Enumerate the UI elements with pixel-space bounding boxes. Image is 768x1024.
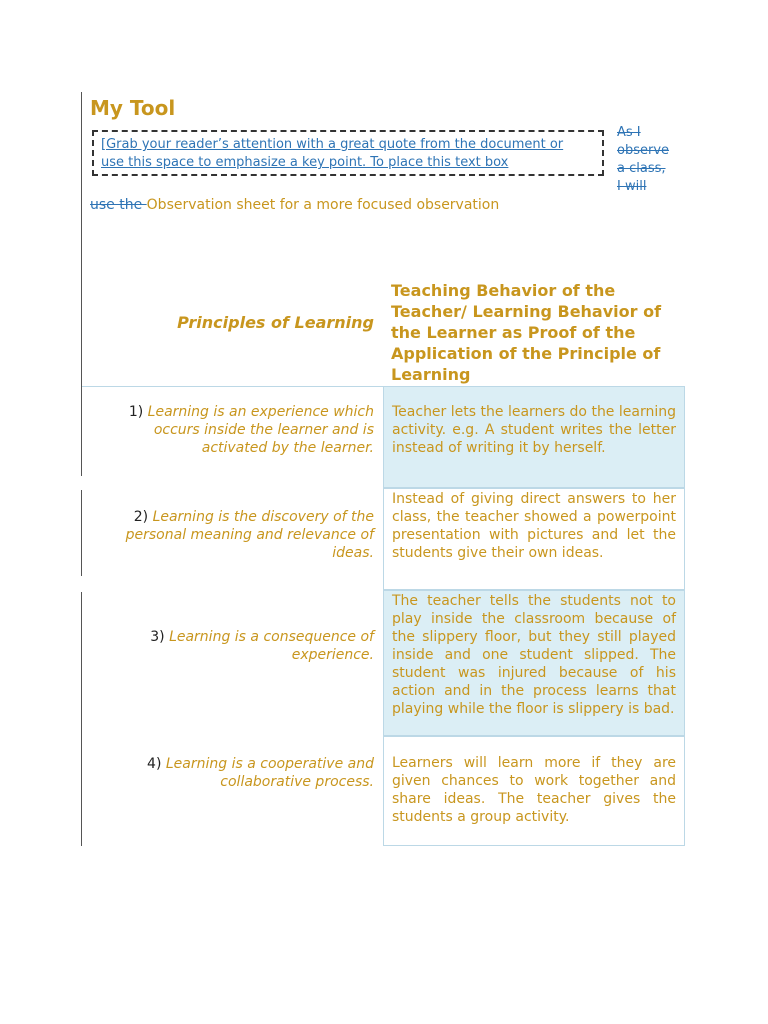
left-margin-rule: [81, 92, 82, 476]
behavior-cell-3: The teacher tells the students not to play inside the classroom because of the slippery floor, but they still played inside and one student slipped. The student was injured because of his action and in the process learns that playing while the floor is slippery is bad.: [383, 590, 685, 736]
principle-number: 1): [128, 404, 144, 420]
principle-text: Learning is a consequence of experience.: [169, 629, 374, 663]
principle-1: [100, 403, 374, 457]
principle-2: [100, 508, 374, 562]
header-behavior: Teaching Behavior of the Teacher/ Learning Behavior of the Learner as Proof of the Application of the Principle of Learning: [391, 281, 662, 384]
behavior-cell-1: Teacher lets the learners do the learning activity. e.g. A student writes the letter instead of writing it by herself.: [383, 386, 685, 488]
side-note-line: I will: [617, 179, 647, 194]
observation-sheet-line: [90, 196, 499, 214]
page-title: My Tool: [90, 96, 176, 120]
behavior-cell-4: Learners will learn more if they are given chances to work together and share ideas. The teacher gives the students a group activity.: [383, 736, 685, 846]
principle-number: 3): [150, 629, 165, 645]
behavior-cell-2: Instead of giving direct answers to her class, the teacher showed a powerpoint presentation with pictures and let the students give their own ideas.: [383, 488, 685, 590]
pull-quote-line: [Grab your reader’s attention with a great quote from the document or: [101, 137, 564, 152]
principle-number: 2): [133, 509, 149, 525]
side-note-line: observe: [617, 143, 670, 158]
pull-quote-text[interactable]: [101, 136, 601, 172]
observation-text: Observation sheet for a more focused observation: [146, 197, 500, 213]
principle-number: 4): [147, 756, 162, 772]
principle-4: [100, 755, 374, 791]
header-principles: Principles of Learning: [177, 313, 374, 332]
left-margin-rule: [81, 592, 82, 846]
principle-3: [100, 628, 374, 664]
principle-text: Learning is the discovery of the personal meaning and relevance of ideas.: [125, 509, 374, 561]
left-margin-rule: [81, 490, 82, 576]
side-note-line: As I: [617, 125, 641, 140]
principle-text: Learning is an experience which occurs inside the learner and is activated by the learner.: [147, 404, 374, 456]
side-note-line: a class,: [617, 161, 666, 176]
struck-side-note: [617, 124, 683, 196]
principle-text: Learning is a cooperative and collaborative process.: [165, 756, 374, 790]
table-divider: [82, 386, 384, 387]
pull-quote-line: use this space to emphasize a key point. To place this text box: [101, 155, 509, 170]
struck-text: use the: [90, 197, 147, 213]
